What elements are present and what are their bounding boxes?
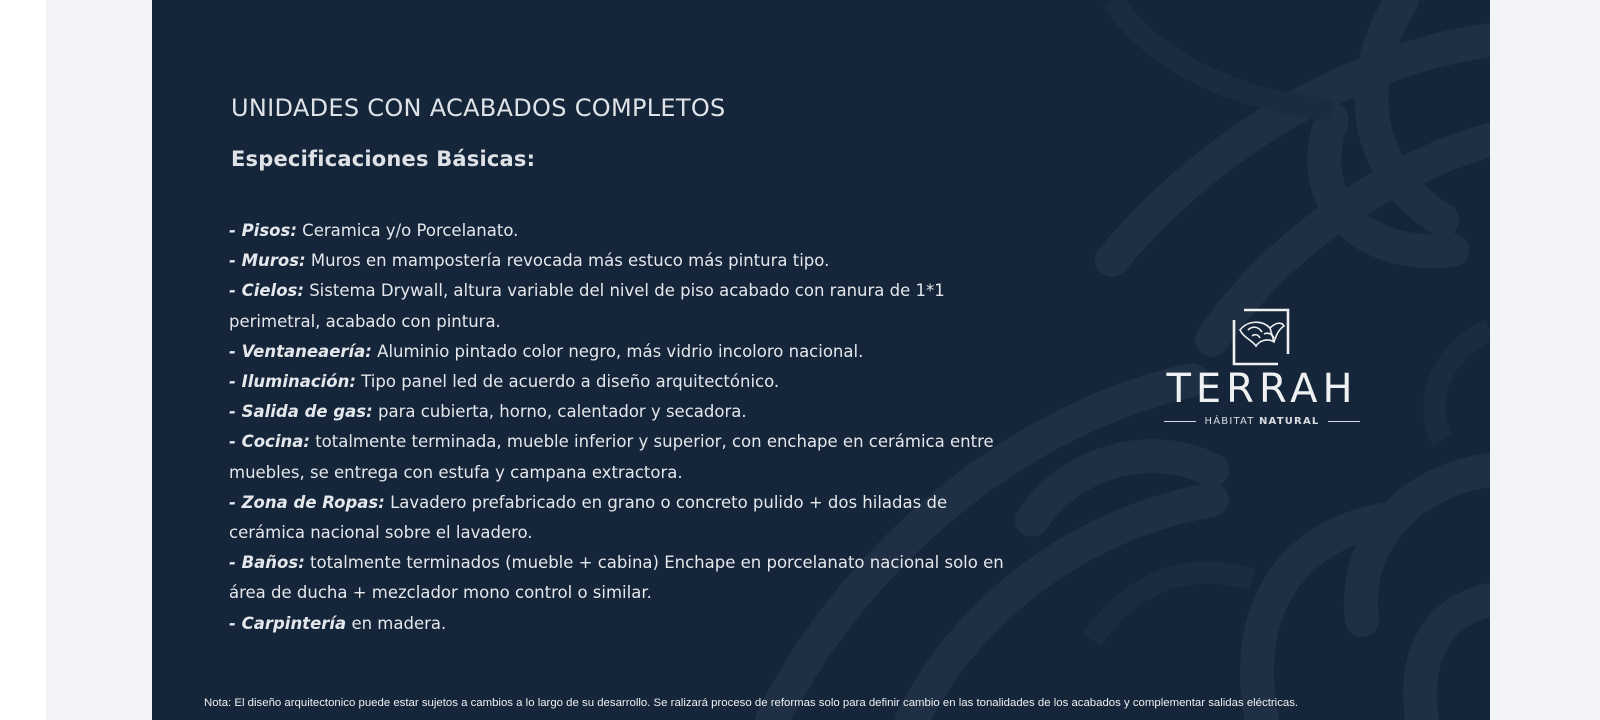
spec-item-pisos (229, 216, 1009, 246)
right-margin-panel (1490, 0, 1600, 720)
spec-item-salida-gas (229, 397, 1009, 427)
spec-label: - Baños: (229, 553, 305, 573)
tagline-bold: NATURAL (1258, 416, 1320, 427)
spec-item-iluminacion (229, 367, 1009, 397)
terrah-emblem-icon (1230, 306, 1292, 368)
logo-tagline (1152, 416, 1372, 427)
spec-text: totalmente terminados (mueble + cabina) Enchape en porcelanato nacional solo en área de ducha + mezclador mono control o similar. (229, 553, 1004, 603)
document-slide (152, 0, 1490, 720)
spec-item-zona-ropas (229, 488, 1009, 548)
tagline-rule-left (1164, 421, 1196, 422)
spec-item-muros (229, 246, 1009, 276)
section-subtitle: Especificaciones Básicas: (231, 147, 536, 171)
spec-item-ventaneria (229, 337, 1009, 367)
spec-label: - Pisos: (229, 221, 297, 240)
logo-wordmark: TERRAH (1166, 366, 1358, 412)
spec-label: - Cocina: (229, 432, 310, 452)
spec-label: - Cielos: (229, 281, 304, 301)
spec-item-cielos (229, 276, 1009, 336)
spec-text: totalmente terminada, mueble inferior y superior, con enchape en cerámica entre muebles, se entrega con estufa y campana extractora. (229, 432, 994, 482)
footnote: Nota: El diseño arquitectonico puede estar sujetos a cambios a lo largo de su desarrollo. Se ralizará proceso de reformas solo para definir cambio en las tonalidades de los acabados y complementar salidas eléctricas. (204, 697, 1299, 709)
spec-text: para cubierta, horno, calentador y secadora. (372, 402, 747, 422)
spec-item-cocina (229, 427, 1009, 487)
tagline-light: HÁBITAT (1204, 416, 1255, 427)
spec-item-carpinteria (229, 609, 1009, 639)
spec-text: en madera. (346, 613, 447, 633)
terrah-logo (1152, 306, 1372, 430)
spec-text: Tipo panel led de acuerdo a diseño arquitectónico. (355, 372, 780, 392)
spec-text: Lavadero prefabricado en grano o concreto pulido + dos hiladas de cerámica nacional sobre el lavadero. (229, 492, 948, 543)
spec-label: - Muros: (229, 251, 306, 271)
left-margin-panel (46, 0, 152, 720)
spec-text: Ceramica y/o Porcelanato. (296, 221, 519, 240)
spec-label: - Ventaneaería: (229, 341, 372, 361)
spec-label: - Zona de Ropas: (229, 492, 385, 512)
page-title: UNIDADES CON ACABADOS COMPLETOS (231, 94, 726, 122)
spec-text: Muros en mampostería revocada más estuco más pintura tipo. (305, 251, 830, 271)
spec-label: - Carpintería (229, 613, 347, 633)
spec-text: Sistema Drywall, altura variable del nivel de piso acabado con ranura de 1*1 perimetral, acabado con pintura. (229, 281, 945, 331)
spec-label: - Salida de gas: (229, 402, 373, 422)
spec-label: - Iluminación: (229, 372, 356, 392)
tagline-rule-right (1328, 421, 1360, 422)
spec-item-banos (229, 548, 1009, 608)
spec-text: Aluminio pintado color negro, más vidrio incoloro nacional. (371, 341, 864, 361)
specifications-list (229, 216, 1009, 639)
